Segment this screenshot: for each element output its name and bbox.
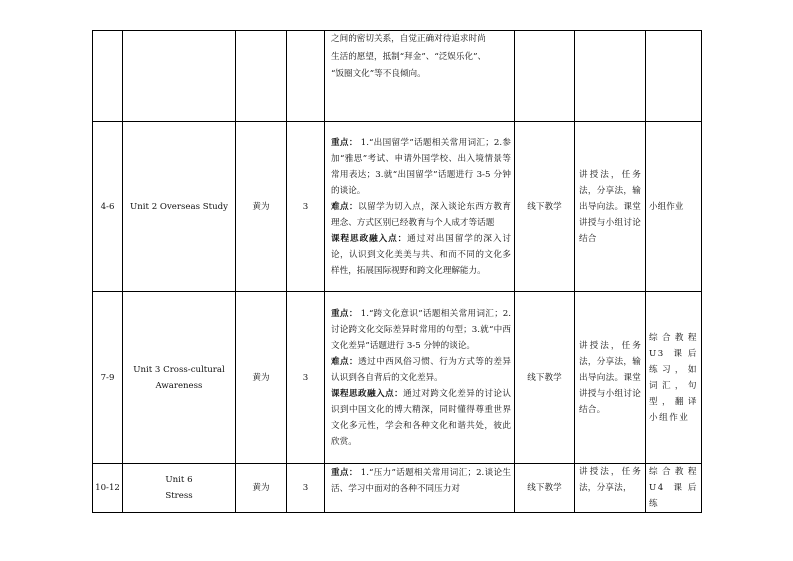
ideology-label: 课程思政融入点： <box>331 388 404 399</box>
key-point-text: 1.“压力”话题相关常用词汇；2.谈论生活、学习中面对的各种不同压力对 <box>331 468 511 494</box>
unit-title-line: Unit 6 <box>165 475 193 485</box>
method-cell <box>575 31 646 122</box>
content-text: 之间的密切关系，自觉正确对待追求时尚 <box>331 34 486 44</box>
table-row <box>93 122 702 292</box>
unit-title-line: Awareness <box>155 380 203 391</box>
method-cell: 讲授法，任务法，分享法，输出导向法。课堂讲授与小组讨论结合 <box>575 122 646 292</box>
hours-cell: 3 <box>287 122 325 292</box>
week-cell: 10-12 <box>93 464 123 513</box>
difficulty-label: 难点： <box>331 356 359 367</box>
unit-title-line: Stress <box>165 491 193 501</box>
method-cell: 讲授法，任务法，分享法， <box>575 464 646 513</box>
teacher-cell <box>236 31 287 122</box>
key-point-label: 重点： <box>331 137 358 148</box>
key-point-label: 重点： <box>331 468 358 478</box>
week-cell: 7-9 <box>93 292 123 464</box>
homework-cell: 综合教程U4 课后练 <box>646 464 702 513</box>
content-cell <box>325 31 515 122</box>
unit-title-cell <box>123 31 236 122</box>
teacher-cell: 黄为 <box>236 122 287 292</box>
key-point-label: 重点： <box>331 308 358 319</box>
method-cell: 讲授法，任务法，分享法，输出导向法。课堂讲授与小组讨论结合。 <box>575 292 646 464</box>
content-text: 生活的愿望，抵制“拜金”、“泛娱乐化”、 <box>331 51 487 62</box>
mode-cell: 线下教学 <box>515 122 575 292</box>
unit-title-line: Unit 3 Cross-cultural <box>133 364 225 375</box>
key-point-text: 1.“出国留学”话题相关常用词汇；2.参加“雅思”考试、申请外国学校、出入境情景等常用表达；3.就“出国留学”话题进行 3-5 分钟的谈论。 <box>331 137 511 196</box>
difficulty-label: 难点： <box>331 201 359 212</box>
mode-cell: 线下教学 <box>515 464 575 513</box>
table-row <box>93 464 702 513</box>
table-row <box>93 31 702 122</box>
mode-cell <box>515 31 575 122</box>
difficulty-text: 以留学为切入点，深入谈论东西方教育理念、方式区别已经教育与个人成才等话题 <box>331 201 511 228</box>
key-point-text: 1.“跨文化意识”话题相关常用词汇；2.讨论跨文化交际差异时常用的句型；3.就“中西文化差异”话题进行 3-5 分钟的谈论。 <box>331 308 511 351</box>
content-cell <box>325 464 515 513</box>
teacher-cell: 黄为 <box>236 292 287 464</box>
homework-cell: 综合教程U3 课后练习，如词汇，句型，翻译小组作业 <box>646 292 702 464</box>
homework-cell: 小组作业 <box>646 122 702 292</box>
week-cell <box>93 31 123 122</box>
unit-title-cell <box>123 464 236 513</box>
content-cell <box>325 292 515 464</box>
table-row <box>93 292 702 464</box>
unit-title-cell <box>123 122 236 292</box>
ideology-text: 通过对跨文化差异的讨论认识到中国文化的博大精深，同时懂得尊重世界文化多元性，学会和各种文化和谐共处，彼此欣赏。 <box>331 388 511 447</box>
content-cell <box>325 122 515 292</box>
ideology-label: 课程思政融入点： <box>331 233 408 244</box>
week-cell: 4-6 <box>93 122 123 292</box>
difficulty-text: 透过中西风俗习惯、行为方式等的差异认识到各自背后的文化差异。 <box>331 356 511 383</box>
hours-cell: 3 <box>287 292 325 464</box>
hours-cell: 3 <box>287 464 325 513</box>
ideology-text: 通过对出国留学的深入讨论，认识到文化美美与共、和而不同的文化多样性，拓展国际视野和跨文化理解能力。 <box>331 233 511 276</box>
teacher-cell: 黄为 <box>236 464 287 513</box>
hours-cell <box>287 31 325 122</box>
mode-cell: 线下教学 <box>515 292 575 464</box>
unit-title-cell <box>123 292 236 464</box>
unit-title-line: Unit 2 Overseas Study <box>130 201 228 212</box>
homework-cell <box>646 31 702 122</box>
content-text: “饭圈文化”等不良倾向。 <box>331 69 426 79</box>
syllabus-table <box>92 30 702 513</box>
